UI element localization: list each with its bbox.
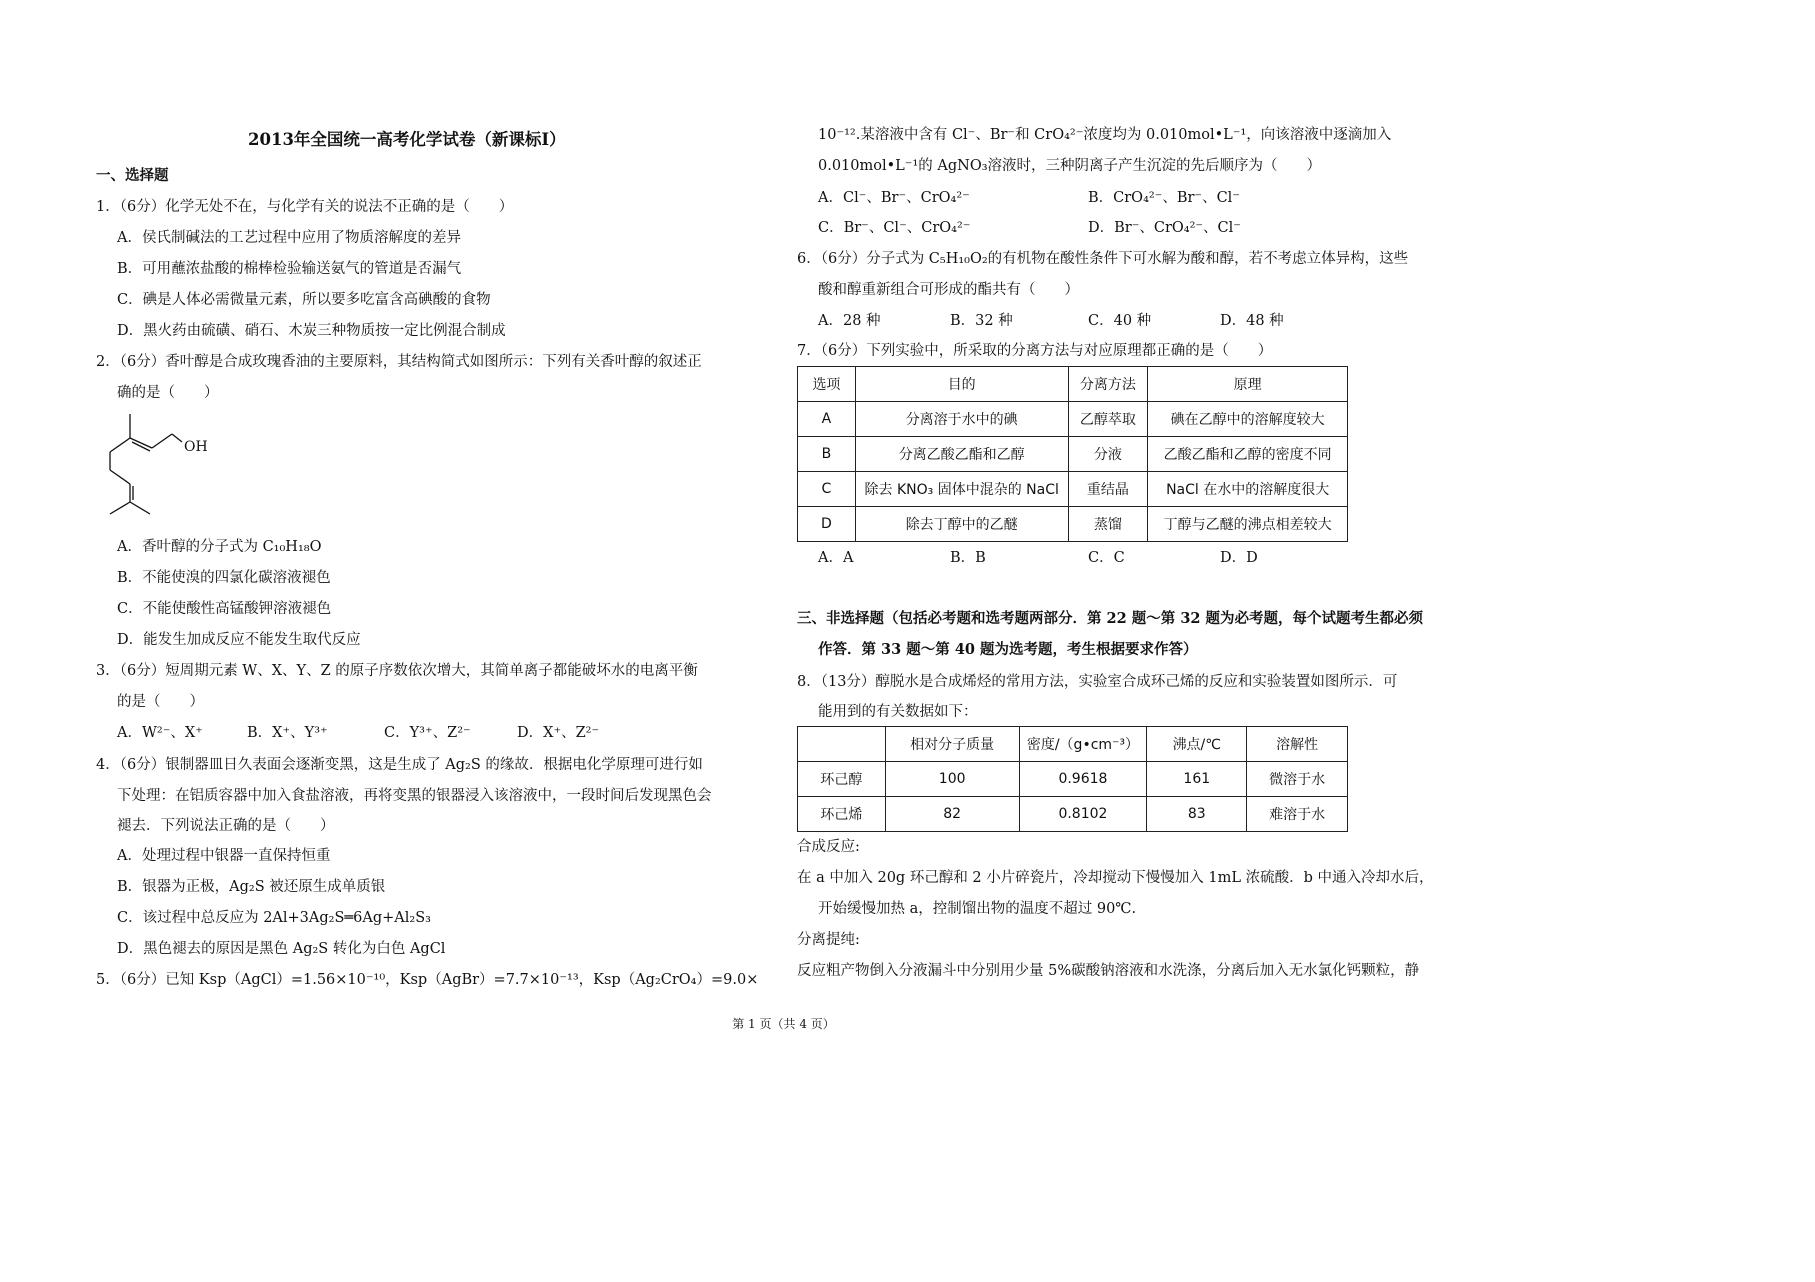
q1-option-a: A．侯氏制碱法的工艺过程中应用了物质溶解度的差异 (117, 230, 461, 246)
q7-table-header-row (798, 367, 1348, 402)
table-row (798, 472, 1348, 507)
q7-option-b: B．B (950, 550, 986, 566)
q5-option-d: D．Br⁻、CrO₄²⁻、Cl⁻ (1088, 220, 1241, 236)
q8-cell: 环己醇 (798, 762, 886, 797)
q5-stem-line2: 10⁻¹².某溶液中含有 Cl⁻、Br⁻和 CrO₄²⁻浓度均为 0.010mol•L⁻¹，向该溶液中逐滴加入 (818, 127, 1392, 143)
q8-cell: 83 (1147, 797, 1247, 832)
q2-stem-line1: 2．（6分）香叶醇是合成玫瑰香油的主要原料，其结构简式如图所示：下列有关香叶醇的叙述正 (96, 354, 702, 370)
q1-option-b: B．可用蘸浓盐酸的棉棒检验输送氨气的管道是否漏气 (117, 261, 462, 277)
q8-cell: 82 (885, 797, 1019, 832)
q4-stem-line1: 4．（6分）银制器皿日久表面会逐渐变黑，这是生成了 Ag₂S 的缘故．根据电化学原理可进行如 (96, 757, 703, 773)
q4-stem-line2: 下处理：在铝质容器中加入食盐溶液，再将变黑的银器浸入该溶液中，一段时间后发现黑色会 (117, 788, 712, 804)
q7-cell: B (798, 437, 856, 472)
q1-stem: 1．（6分）化学无处不在，与化学有关的说法不正确的是（ ） (96, 199, 514, 215)
section-heading-3-line1: 三、非选择题（包括必考题和选考题两部分．第 22 题～第 32 题为必考题，每个试题考生都必须 (797, 610, 1424, 627)
q4-stem-line3: 褪去．下列说法正确的是（ ） (117, 818, 335, 834)
q7-stem: 7．（6分）下列实验中，所采取的分离方法与对应原理都正确的是（ ） (797, 343, 1273, 359)
q2-option-c: C．不能使酸性高锰酸钾溶液褪色 (117, 601, 332, 617)
table-row (798, 507, 1348, 542)
q8-table-header-row (798, 727, 1348, 762)
q7-cell: D (798, 507, 856, 542)
q6-option-b: B．32 种 (950, 313, 1013, 329)
q8-cell: 环己烯 (798, 797, 886, 832)
q8-stem-line1: 8．（13分）醇脱水是合成烯烃的常用方法，实验室合成环己烯的反应和实验装置如图所示．可 (797, 674, 1398, 690)
synthesis-label: 合成反应: (797, 839, 860, 855)
q8-header-cell: 溶解性 (1247, 727, 1348, 762)
q8-table (797, 726, 1348, 832)
page-footer: 第 1 页（共 4 页） (732, 1017, 835, 1031)
page-title: 2013年全国统一高考化学试卷（新课标I） (248, 130, 566, 149)
q3-option-d: D．X⁺、Z²⁻ (517, 725, 600, 741)
q8-stem-line2: 能用到的有关数据如下： (818, 704, 978, 720)
q3-stem-line2: 的是（ ） (117, 694, 204, 710)
table-row (798, 797, 1348, 832)
q8-cell: 161 (1147, 762, 1247, 797)
q4-option-b: B．银器为正极，Ag₂S 被还原生成单质银 (117, 879, 386, 895)
q4-option-a: A．处理过程中银器一直保持恒重 (117, 848, 331, 864)
q2-option-d: D．能发生加成反应不能发生取代反应 (117, 632, 361, 648)
q7-cell: 除去丁醇中的乙醚 (855, 507, 1068, 542)
q7-option-d: D．D (1220, 550, 1258, 566)
oh-label: OH (184, 439, 208, 455)
q6-stem-line2: 酸和醇重新组合可形成的酯共有（ ） (818, 282, 1079, 298)
table-row (798, 437, 1348, 472)
q7-cell: 乙酸乙酯和乙醇的密度不同 (1148, 437, 1348, 472)
q8-cell: 0.9618 (1019, 762, 1147, 797)
q7-cell: 重结晶 (1068, 472, 1148, 507)
q8-cell: 100 (885, 762, 1019, 797)
q6-option-c: C．40 种 (1088, 313, 1152, 329)
q7-table (797, 366, 1348, 542)
q7-header-cell: 选项 (798, 367, 856, 402)
q3-stem-line1: 3．（6分）短周期元素 W、X、Y、Z 的原子序数依次增大，其简单离子都能破坏水的电离平衡 (96, 663, 698, 679)
q7-cell: NaCl 在水中的溶解度很大 (1148, 472, 1348, 507)
q7-option-c: C．C (1088, 550, 1125, 566)
q5-stem-line3: 0.010mol•L⁻¹的 AgNO₃溶液时，三种阴离子产生沉淀的先后顺序为（ ） (818, 158, 1322, 174)
purification-line1: 反应粗产物倒入分液漏斗中分别用少量 5%碳酸钠溶液和水洗涤，分离后加入无水氯化钙颗粒，静 (797, 963, 1420, 979)
q6-option-d: D．48 种 (1220, 313, 1284, 329)
table-row (798, 402, 1348, 437)
q5-option-c: C．Br⁻、Cl⁻、CrO₄²⁻ (818, 220, 971, 236)
geraniol-structure (100, 408, 240, 528)
q7-option-a: A．A (818, 550, 854, 566)
section-heading-3-line2: 作答．第 33 题～第 40 题为选考题，考生根据要求作答） (818, 641, 1198, 658)
q7-cell: 分离乙酸乙酯和乙醇 (855, 437, 1068, 472)
q7-cell: 分液 (1068, 437, 1148, 472)
q8-cell: 0.8102 (1019, 797, 1147, 832)
q8-header-cell: 密度/（g•cm⁻³） (1019, 727, 1147, 762)
q7-cell: A (798, 402, 856, 437)
q1-option-c: C．碘是人体必需微量元素，所以要多吃富含高碘酸的食物 (117, 292, 491, 308)
q8-cell: 微溶于水 (1247, 762, 1348, 797)
q7-cell: 乙醇萃取 (1068, 402, 1148, 437)
purification-label: 分离提纯: (797, 932, 860, 948)
synthesis-line1: 在 a 中加入 20g 环己醇和 2 小片碎瓷片，冷却搅动下慢慢加入 1mL 浓硫酸．b 中通入冷却水后， (797, 870, 1434, 886)
q7-cell: 除去 KNO₃ 固体中混杂的 NaCl (855, 472, 1068, 507)
section-heading-1: 一、选择题 (96, 167, 169, 184)
q6-option-a: A．28 种 (818, 313, 881, 329)
q5-option-a: A．Cl⁻、Br⁻、CrO₄²⁻ (818, 190, 970, 206)
q6-stem-line1: 6．（6分）分子式为 C₅H₁₀O₂的有机物在酸性条件下可水解为酸和醇，若不考虑立体异构，这些 (797, 251, 1409, 267)
q7-cell: 分离溶于水中的碘 (855, 402, 1068, 437)
q7-cell: 碘在乙醇中的溶解度较大 (1148, 402, 1348, 437)
table-row (798, 762, 1348, 797)
q7-cell: 蒸馏 (1068, 507, 1148, 542)
q2-option-a: A．香叶醇的分子式为 C₁₀H₁₈O (117, 539, 322, 555)
q8-header-cell: 相对分子质量 (885, 727, 1019, 762)
q7-cell: 丁醇与乙醚的沸点相差较大 (1148, 507, 1348, 542)
q2-stem-line2: 确的是（ ） (117, 385, 219, 401)
q8-header-cell: 沸点/℃ (1147, 727, 1247, 762)
q5-option-b: B．CrO₄²⁻、Br⁻、Cl⁻ (1088, 190, 1240, 206)
q7-header-cell: 分离方法 (1068, 367, 1148, 402)
q4-option-c: C．该过程中总反应为 2Al+3Ag₂S═6Ag+Al₂S₃ (117, 910, 431, 926)
q7-header-cell: 目的 (855, 367, 1068, 402)
q5-stem-line1: 5．（6分）已知 Ksp（AgCl）=1.56×10⁻¹⁰，Ksp（AgBr）=7.7×10⁻¹³，Ksp（Ag₂CrO₄）=9.0× (96, 972, 759, 988)
q4-option-d: D．黑色褪去的原因是黑色 Ag₂S 转化为白色 AgCl (117, 941, 446, 957)
q2-option-b: B．不能使溴的四氯化碳溶液褪色 (117, 570, 331, 586)
synthesis-line2: 开始缓慢加热 a，控制馏出物的温度不超过 90℃. (818, 901, 1137, 917)
q3-option-c: C．Y³⁺、Z²⁻ (384, 725, 471, 741)
q8-cell: 难溶于水 (1247, 797, 1348, 832)
q7-header-cell: 原理 (1148, 367, 1348, 402)
q3-option-b: B．X⁺、Y³⁺ (247, 725, 328, 741)
q8-header-cell (798, 727, 886, 762)
q3-option-a: A．W²⁻、X⁺ (117, 725, 203, 741)
q1-option-d: D．黑火药由硫磺、硝石、木炭三种物质按一定比例混合制成 (117, 323, 506, 339)
q7-cell: C (798, 472, 856, 507)
